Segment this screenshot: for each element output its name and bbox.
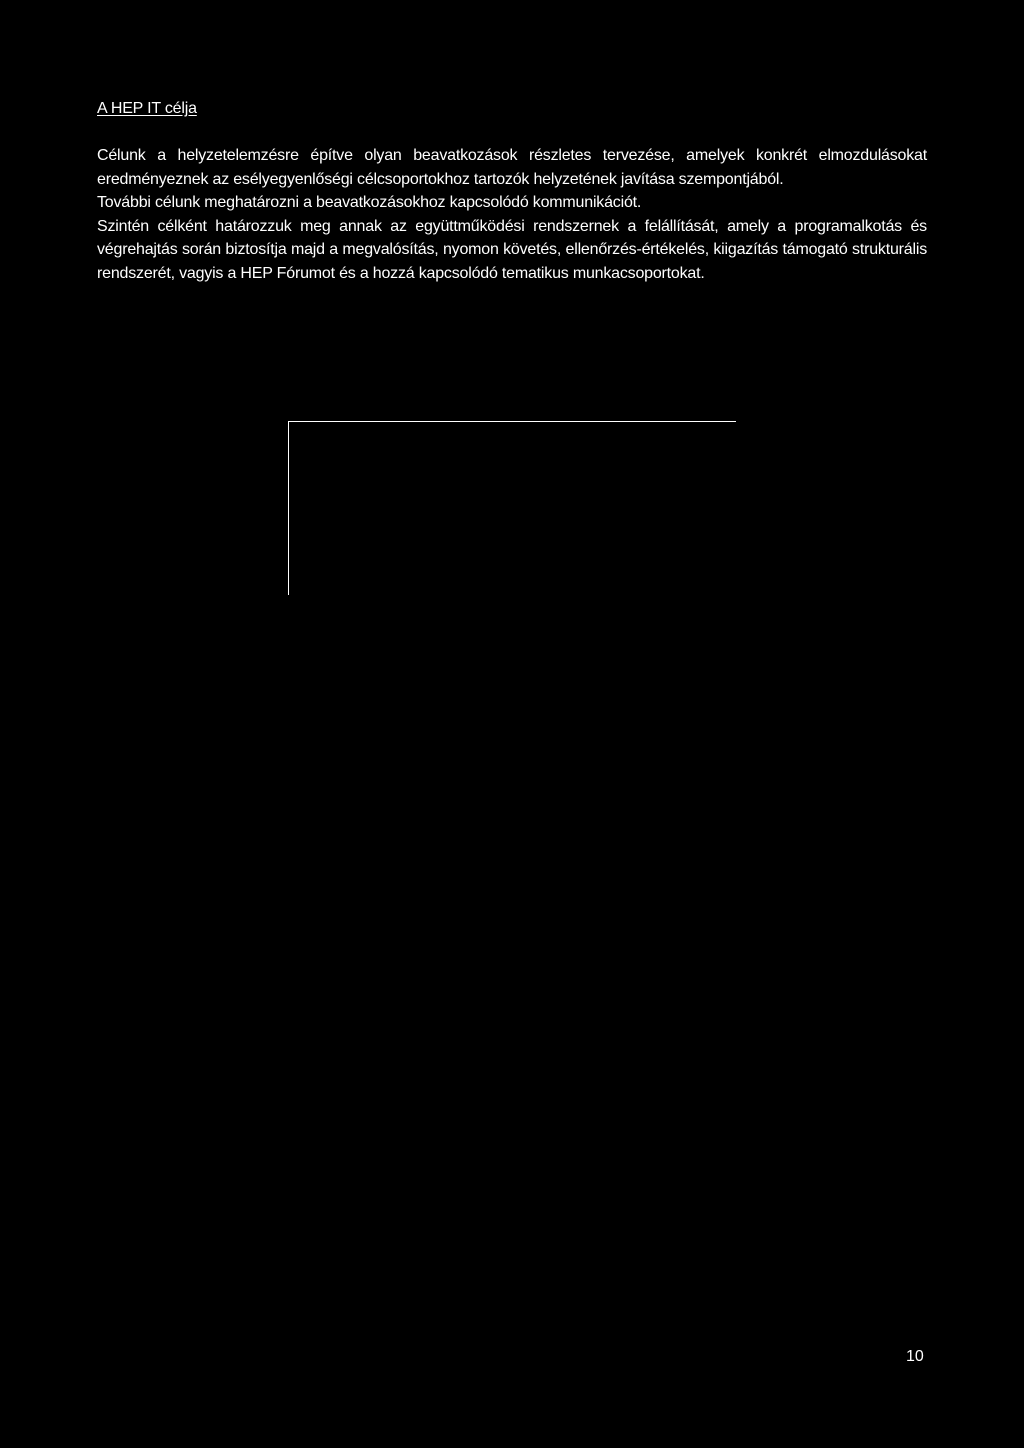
paragraph-goal: Célunk a helyzetelemzésre építve olyan beavatkozások részletes tervezése, amelyek konkrét elmozdulásokat eredményeznek az esélyegyenlőségi célcsoportokhoz tartozók helyzetének javítása szempontjából.: [97, 147, 927, 188]
paragraph-cooperation-system: Szintén célként határozzuk meg annak az együttműködési rendszernek a felállítását, amely a programalkotás és végrehajtás során biztosítja majd a megvalósítás, nyomon követés, ellenőrzés-értékelés, kiigazítás támogató strukturális rendszerét, vagyis a HEP Fórumot és a hozzá kapcsolódó tematikus munkacsoportokat.: [97, 217, 927, 282]
frame-left-line: [288, 421, 289, 595]
paragraph-communication: További célunk meghatározni a beavatkozásokhoz kapcsolódó kommunikációt.: [97, 194, 642, 212]
page-number: 10: [906, 1348, 924, 1365]
body-text: [97, 144, 927, 286]
frame-top-line: [288, 421, 736, 422]
section-heading: A HEP IT célja: [97, 100, 197, 117]
